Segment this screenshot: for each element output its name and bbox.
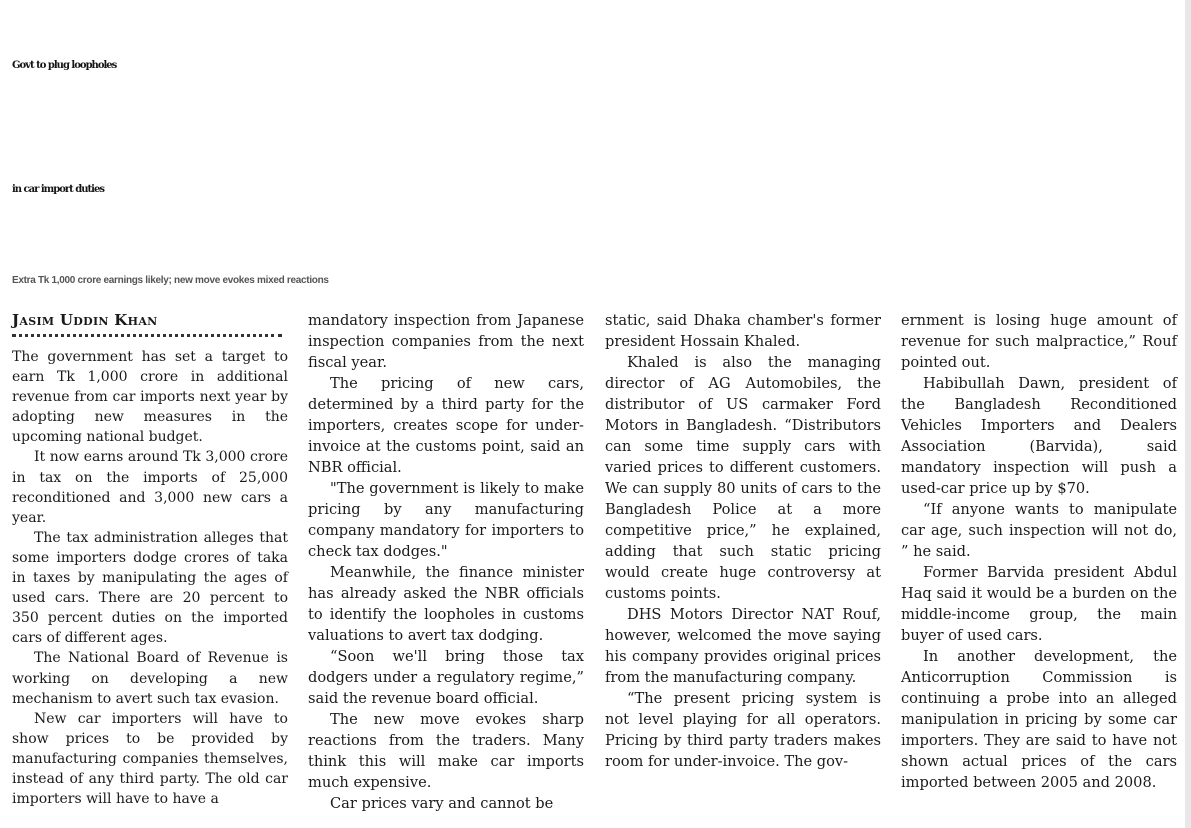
subheadline: Extra Tk 1,000 crore earnings likely; new move evokes mixed reactions	[12, 275, 329, 286]
article-column-4	[901, 310, 1177, 793]
paragraph: static, said Dhaka chamber's former president Hossain Khaled.	[605, 312, 881, 350]
article-column-1	[12, 310, 288, 809]
paragraph: “If anyone wants to manipulate car age, such inspection will not do, ” he said.	[901, 501, 1177, 560]
byline: Jasim Uddin Khan	[12, 311, 158, 329]
paragraph: The government has set a target to earn Tk 1,000 crore in additional revenue from car imports next year by adopting new measures in the upcoming national budget.	[12, 349, 288, 446]
paragraph: It now earns around Tk 3,000 crore in tax on the imports of 25,000 reconditioned and 3,000 new cars a year.	[12, 449, 288, 526]
paragraph: “Soon we'll bring those tax dodgers under a regulatory regime,” said the revenue board official.	[308, 648, 584, 707]
paragraph: "The government is likely to make pricing by any manufacturing company mandatory for importers to check tax dodges."	[308, 480, 584, 560]
paragraph: Car prices vary and cannot be	[330, 795, 554, 812]
paragraph: ernment is losing huge amount of revenue for such malpractice,” Rouf pointed out.	[901, 312, 1177, 371]
page-edge	[1185, 0, 1191, 828]
byline-divider	[12, 334, 282, 345]
paragraph: In another development, the Anticorruption Commission is continuing a probe into an alleged manipulation in pricing by some car importers. They are said to have not shown actual prices of the cars imported between 2005 and 2008.	[901, 648, 1177, 791]
paragraph: New car importers will have to show prices to be provided by manufacturing companies themselves, instead of any third party. The old car importers will have to have a	[12, 710, 288, 808]
paragraph: Khaled is also the managing director of AG Automobiles, the distributor of US carmaker Ford Motors in Bangladesh. “Distributors can some time supply cars with varied prices to different customers. We can supply 80 units of cars to the Bangladesh Police at a more competitive price,” he explained, adding that such static pricing would create huge controversy at customs points.	[605, 354, 881, 602]
headline-line-2: in car import duties	[12, 184, 104, 195]
paragraph: Habibullah Dawn, president of the Bangladesh Reconditioned Vehicles Importers and Dealers Association (Barvida), said mandatory inspection will push a used-car price up by $70.	[901, 375, 1177, 497]
paragraph: mandatory inspection from Japanese inspection companies from the next fiscal year.	[308, 312, 584, 371]
paragraph: The pricing of new cars, determined by a third party for the importers, creates scope for under-invoice at the customs point, said an NBR official.	[308, 375, 584, 476]
paragraph: The new move evokes sharp reactions from the traders. Many think this will make car imports much expensive.	[308, 711, 584, 791]
headline-line-1: Govt to plug loopholes	[12, 60, 117, 71]
paragraph: Former Barvida president Abdul Haq said it would be a burden on the middle-income group, the main buyer of used cars.	[901, 564, 1177, 644]
paragraph: The National Board of Revenue is working on developing a new mechanism to avert such tax evasion.	[12, 650, 288, 707]
article-column-3	[605, 310, 881, 772]
article-column-2	[308, 310, 584, 814]
paragraph: “The present pricing system is not level playing for all operators. Pricing by third party traders makes room for under-invoice. The gov-	[605, 690, 881, 770]
paragraph: The tax administration alleges that some importers dodge crores of taka in taxes by manipulating the ages of used cars. There are 20 percent to 350 percent duties on the imported cars of different ages.	[12, 529, 288, 647]
paragraph: DHS Motors Director NAT Rouf, however, welcomed the move saying his company provides original prices from the manufacturing company.	[605, 606, 881, 686]
paragraph: Meanwhile, the finance minister has already asked the NBR officials to identify the loopholes in customs valuations to avert tax dodging.	[308, 564, 584, 644]
headline	[12, 4, 1182, 252]
